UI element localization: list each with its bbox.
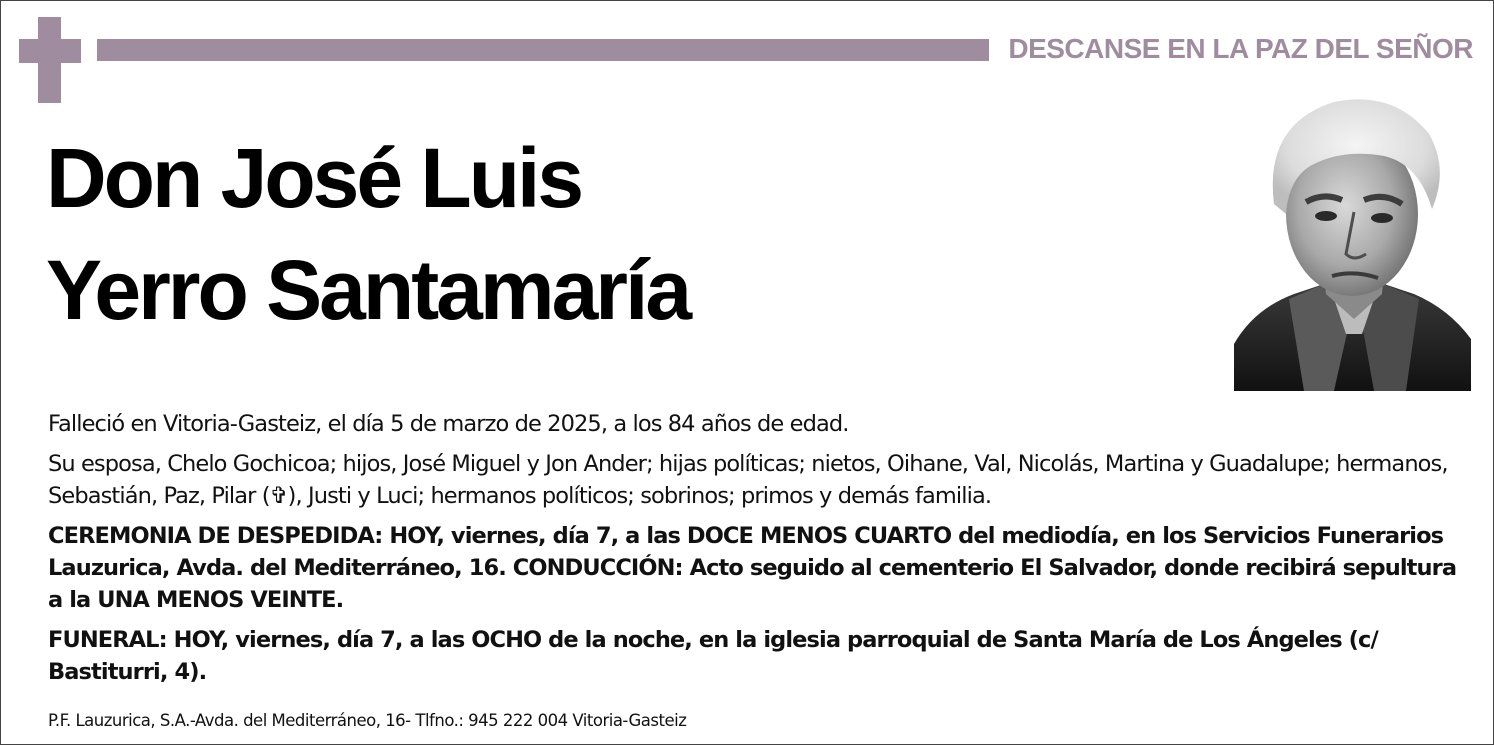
cross-horizontal-bar xyxy=(19,39,81,63)
latin-cross-icon xyxy=(19,17,81,103)
obituary-body xyxy=(48,408,1468,696)
family-list: Su esposa, Chelo Gochicoa; hijos, José Miguel y Jon Ander; hijas políticas; nietos, Oihane, Val, Nicolás, Martina y Guadalupe; hermanos, Sebastián, Paz, Pilar (✞), Justi y Luci; hermanos políticos; sobrinos; primos y demás familia. xyxy=(48,451,1448,509)
header-rule xyxy=(97,39,989,61)
funeral-home-footer: P.F. Lauzurica, S.A.-Avda. del Mediterráneo, 16- Tlfno.: 945 222 004 Vitoria-Gasteiz xyxy=(48,711,687,730)
deceased-name xyxy=(46,122,1146,346)
rest-in-peace-heading: DESCANSE EN LA PAZ DEL SEÑOR xyxy=(1008,33,1473,64)
deceased-portrait xyxy=(1234,94,1471,391)
death-notice: Falleció en Vitoria-Gasteiz, el día 5 de marzo de 2025, a los 84 años de edad. xyxy=(48,411,849,437)
deceased-name-line1: Don José Luis xyxy=(46,131,582,225)
ceremony-details: CEREMONIA DE DESPEDIDA: HOY, viernes, día 7, a las DOCE MENOS CUARTO del mediodía, en los Servicios Funerarios Lauzurica, Avda. del Mediterráneo, 16. CONDUCCIÓN: Acto seguido al cementerio El Salvador, donde recibirá sepultura a la UNA MENOS VEINTE. xyxy=(48,523,1457,613)
deceased-name-line2: Yerro Santamaría xyxy=(46,243,690,337)
funeral-details: FUNERAL: HOY, viernes, día 7, a las OCHO de la noche, en la iglesia parroquial de Santa María de Los Ángeles (c/ Bastiturri, 4). xyxy=(48,627,1378,685)
